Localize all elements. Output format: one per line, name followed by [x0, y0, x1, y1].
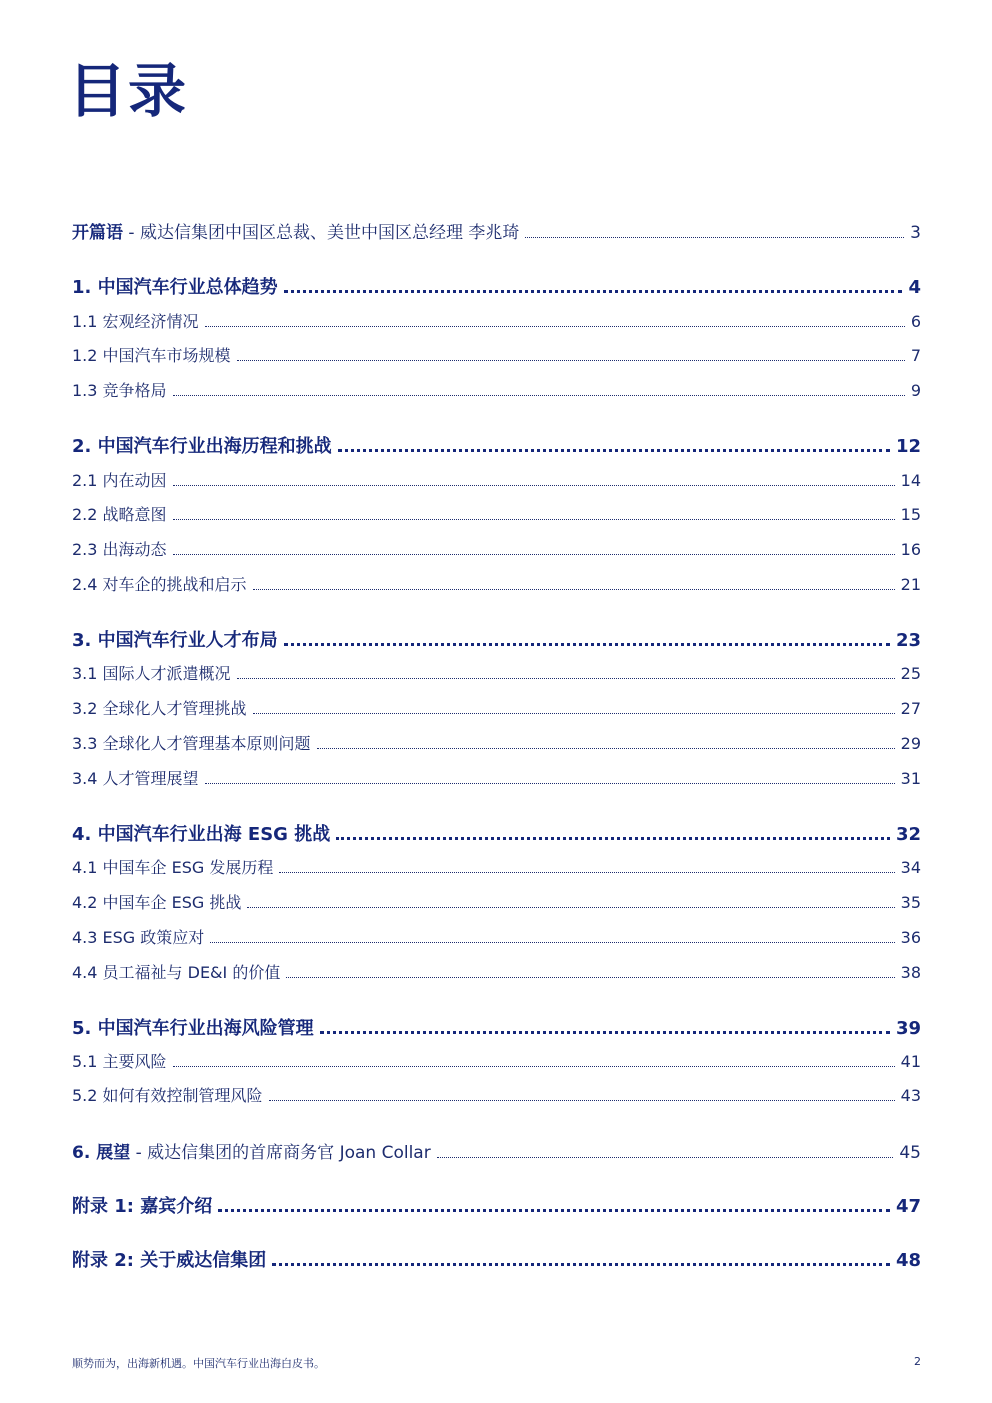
toc-label: 2.4 对车企的挑战和启示	[72, 575, 247, 594]
dot-leader	[173, 1065, 895, 1067]
toc-entry-appendix-1[interactable]	[72, 1192, 921, 1218]
toc-label: 2.2 战略意图	[72, 505, 167, 524]
toc-label: 1. 中国汽车行业总体趋势	[72, 277, 278, 298]
toc-page-number: 47	[895, 1196, 921, 1217]
toc-page-number: 25	[900, 664, 921, 683]
toc-label: 附录 1: 嘉宾介绍	[72, 1196, 213, 1217]
dot-leader	[525, 236, 904, 238]
toc-entry-2-2[interactable]	[72, 502, 921, 525]
toc-page-number: 35	[900, 893, 921, 912]
footer-text: 顺势而为，出海新机遇。中国汽车行业出海白皮书。	[72, 1357, 325, 1370]
toc-label: 1.1 宏观经济情况	[72, 312, 199, 331]
toc-entry-3-4[interactable]	[72, 766, 921, 789]
toc-page-number: 16	[900, 540, 921, 559]
toc-page-number: 3	[910, 223, 921, 243]
dot-leader	[205, 782, 895, 784]
dot-leader	[253, 712, 895, 714]
dot-leader	[279, 871, 894, 873]
dot-leader	[284, 642, 890, 646]
toc-page-number: 31	[900, 769, 921, 788]
toc-label: 3. 中国汽车行业人才布局	[72, 630, 278, 651]
toc-entry-3-1[interactable]	[72, 661, 921, 684]
toc-label: 5.1 主要风险	[72, 1052, 167, 1071]
toc-page-number: 14	[900, 471, 921, 490]
dot-leader	[336, 836, 890, 840]
toc-entry-5-1[interactable]	[72, 1049, 921, 1072]
toc-intro-strong: 开篇语	[72, 223, 123, 243]
page-title: 目录	[68, 57, 189, 125]
footer-page-number: 2	[914, 1355, 921, 1368]
dot-leader	[253, 588, 895, 590]
toc-label: 1.2 中国汽车市场规模	[72, 346, 231, 365]
dot-leader	[218, 1208, 890, 1212]
toc-page-number: 43	[900, 1086, 921, 1105]
toc-page-number: 21	[900, 575, 921, 594]
toc-entry-section-6[interactable]	[72, 1138, 921, 1163]
toc-label: 3.3 全球化人才管理基本原则问题	[72, 734, 311, 753]
dot-leader	[437, 1156, 894, 1158]
dot-leader	[284, 289, 903, 293]
toc-label: 5. 中国汽车行业出海风险管理	[72, 1018, 314, 1039]
toc-entry-4-1[interactable]	[72, 855, 921, 878]
toc-entry-2-4[interactable]	[72, 572, 921, 595]
toc-entry-5-2[interactable]	[72, 1083, 921, 1106]
toc-entry-3-2[interactable]	[72, 696, 921, 719]
toc-label: 2.3 出海动态	[72, 540, 167, 559]
dot-leader	[237, 359, 905, 361]
toc-entry-2-3[interactable]	[72, 537, 921, 560]
toc-entry-section-2[interactable]	[72, 432, 921, 458]
toc-label: 3.1 国际人才派遣概况	[72, 664, 231, 683]
toc-label: 4. 中国汽车行业出海 ESG 挑战	[72, 824, 331, 845]
toc-label: 附录 2: 关于威达信集团	[72, 1250, 267, 1271]
toc-entry-section-5[interactable]	[72, 1014, 921, 1040]
toc-label: 4.1 中国车企 ESG 发展历程	[72, 858, 274, 877]
toc-entry-section-4[interactable]	[72, 820, 921, 846]
toc-page-number: 32	[895, 824, 921, 845]
toc-page-number: 45	[899, 1143, 921, 1163]
toc-page-number: 9	[910, 381, 921, 400]
toc-page-number: 29	[900, 734, 921, 753]
toc-page-number: 48	[895, 1250, 921, 1271]
toc-entry-section-3[interactable]	[72, 626, 921, 652]
toc-entry-1-2[interactable]	[72, 343, 921, 366]
dot-leader	[272, 1262, 890, 1266]
dot-leader	[247, 906, 894, 908]
toc-page-number: 39	[895, 1018, 921, 1039]
toc-page-number: 15	[900, 505, 921, 524]
toc-section-6-rest: - 威达信集团的首席商务官 Joan Collar	[130, 1143, 431, 1163]
toc-label: 5.2 如何有效控制管理风险	[72, 1086, 263, 1105]
toc-label: 3.4 人才管理展望	[72, 769, 199, 788]
toc-page-number: 12	[895, 436, 921, 457]
dot-leader	[173, 394, 905, 396]
toc-page-number: 34	[900, 858, 921, 877]
dot-leader	[210, 941, 894, 943]
dot-leader	[173, 518, 895, 520]
toc-entry-1-1[interactable]	[72, 309, 921, 332]
dot-leader	[286, 976, 894, 978]
toc-page-number: 38	[900, 963, 921, 982]
toc-page-number: 7	[910, 346, 921, 365]
dot-leader	[269, 1099, 895, 1101]
toc-label: 1.3 竞争格局	[72, 381, 167, 400]
toc-entry-1-3[interactable]	[72, 378, 921, 401]
dot-leader	[317, 747, 895, 749]
toc-entry-section-1[interactable]	[72, 273, 921, 299]
toc-entry-4-2[interactable]	[72, 890, 921, 913]
dot-leader	[237, 677, 895, 679]
toc-entry-3-3[interactable]	[72, 731, 921, 754]
toc-page-number: 36	[900, 928, 921, 947]
toc-intro-rest: - 威达信集团中国区总裁、美世中国区总经理 李兆琦	[123, 223, 520, 243]
toc-label: 4.2 中国车企 ESG 挑战	[72, 893, 242, 912]
toc-label: 4.3 ESG 政策应对	[72, 928, 205, 947]
toc-entry-2-1[interactable]	[72, 468, 921, 491]
toc-label: 2. 中国汽车行业出海历程和挑战	[72, 436, 332, 457]
toc-page-number: 27	[900, 699, 921, 718]
toc-entry-intro[interactable]	[72, 218, 921, 243]
toc-entry-appendix-2[interactable]	[72, 1246, 921, 1272]
dot-leader	[320, 1030, 890, 1034]
toc-section-6-strong: 6. 展望	[72, 1143, 131, 1163]
toc-label: 4.4 员工福祉与 DE&I 的价值	[72, 963, 281, 982]
toc-label: 3.2 全球化人才管理挑战	[72, 699, 247, 718]
toc-page-number: 4	[908, 277, 921, 298]
dot-leader	[173, 553, 895, 555]
toc-page-number: 6	[910, 312, 921, 331]
toc-entry-4-3[interactable]	[72, 925, 921, 948]
toc-page-number: 41	[900, 1052, 921, 1071]
toc-page-number: 23	[895, 630, 921, 651]
dot-leader	[205, 325, 905, 327]
toc-label: 2.1 内在动因	[72, 471, 167, 490]
dot-leader	[338, 448, 890, 452]
dot-leader	[173, 484, 895, 486]
toc-entry-4-4[interactable]	[72, 960, 921, 983]
